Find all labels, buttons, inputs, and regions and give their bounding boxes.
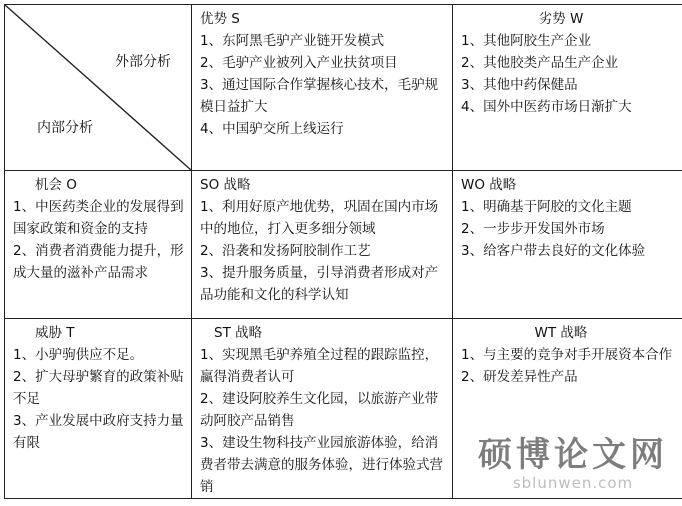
weaknesses-cell: [453, 5, 682, 171]
st-strategy-cell: [192, 319, 453, 499]
st-strategy-title: ST 战略: [214, 325, 263, 341]
wo-strategy-item: 1、明确基于阿胶的文化主题: [461, 199, 632, 215]
so-strategy-title: SO 战略: [200, 177, 251, 193]
threats-item: 2、扩大母驴繁育的政策补贴不足: [13, 369, 184, 407]
wt-strategy-item: 2、研发差异性产品: [461, 369, 578, 385]
weaknesses-title: 劣势 W: [538, 11, 584, 27]
internal-analysis-label: 内部分析: [37, 120, 93, 136]
threats-title: 威胁 T: [35, 325, 75, 341]
corner-cell: [5, 5, 192, 171]
st-strategy-item: 1、实现黑毛驴养殖全过程的跟踪监控，赢得消费者认可: [200, 347, 439, 385]
opportunities-cell: [5, 171, 192, 319]
wt-strategy-title: WT 战略: [534, 325, 588, 341]
opportunities-item: 2、消费者消费能力提升，形成大量的滋补产品需求: [13, 243, 184, 281]
st-strategy-item: 3、建设生物科技产业园旅游体验，给消费者带去满意的服务体验，进行体验式营销: [200, 435, 443, 495]
wo-strategy-cell: [453, 171, 682, 319]
st-strategy-item: 2、建设阿胶养生文化园，以旅游产业带动阿胶产品销售: [200, 391, 439, 429]
watermark-logo-text: 硕博论文网: [478, 435, 668, 475]
opportunities-title: 机会 O: [35, 177, 77, 193]
threats-item: 3、产业发展中政府支持力量有限: [13, 413, 184, 451]
diagonal-line: [5, 5, 191, 170]
wo-strategy-item: 3、给客户带去良好的文化体验: [461, 243, 646, 259]
watermark: [478, 436, 668, 492]
strengths-item: 3、通过国际合作掌握核心技术，毛驴规模日益扩大: [200, 77, 439, 115]
so-strategy-item: 2、沿袭和发扬阿胶制作工艺: [200, 243, 371, 259]
so-strategy-item: 1、利用好原产地优势，巩固在国内市场中的地位，打入更多细分领域: [200, 199, 439, 237]
strengths-title: 优势 S: [200, 11, 240, 27]
weaknesses-item: 3、其他中药保健品: [461, 77, 578, 93]
strengths-item: 1、东阿黑毛驴产业链开发模式: [200, 33, 385, 49]
so-strategy-item: 3、提升服务质量，引导消费者形成对产品功能和文化的科学认知: [200, 265, 439, 303]
threats-item: 1、小驴驹供应不足。: [13, 347, 144, 363]
opportunities-item: 1、中医药类企业的发展得到国家政策和资金的支持: [13, 199, 184, 237]
weaknesses-item: 1、其他阿胶生产企业: [461, 33, 592, 49]
swot-table: [4, 4, 682, 499]
strengths-item: 2、毛驴产业被列入产业扶贫项目: [200, 55, 398, 71]
weaknesses-item: 2、其他胶类产品生产企业: [461, 55, 619, 71]
external-analysis-label: 外部分析: [115, 54, 171, 70]
threats-cell: [5, 319, 192, 499]
watermark-url: sblunwen.com: [512, 474, 634, 492]
wt-strategy-item: 1、与主要的竞争对手开展资本合作: [461, 347, 673, 363]
wo-strategy-title: WO 战略: [461, 177, 517, 193]
strengths-item: 4、中国驴交所上线运行: [200, 121, 344, 137]
weaknesses-item: 4、国外中医药市场日渐扩大: [461, 99, 632, 115]
strengths-cell: [192, 5, 453, 171]
wo-strategy-item: 2、一步步开发国外市场: [461, 221, 605, 237]
so-strategy-cell: [192, 171, 453, 319]
